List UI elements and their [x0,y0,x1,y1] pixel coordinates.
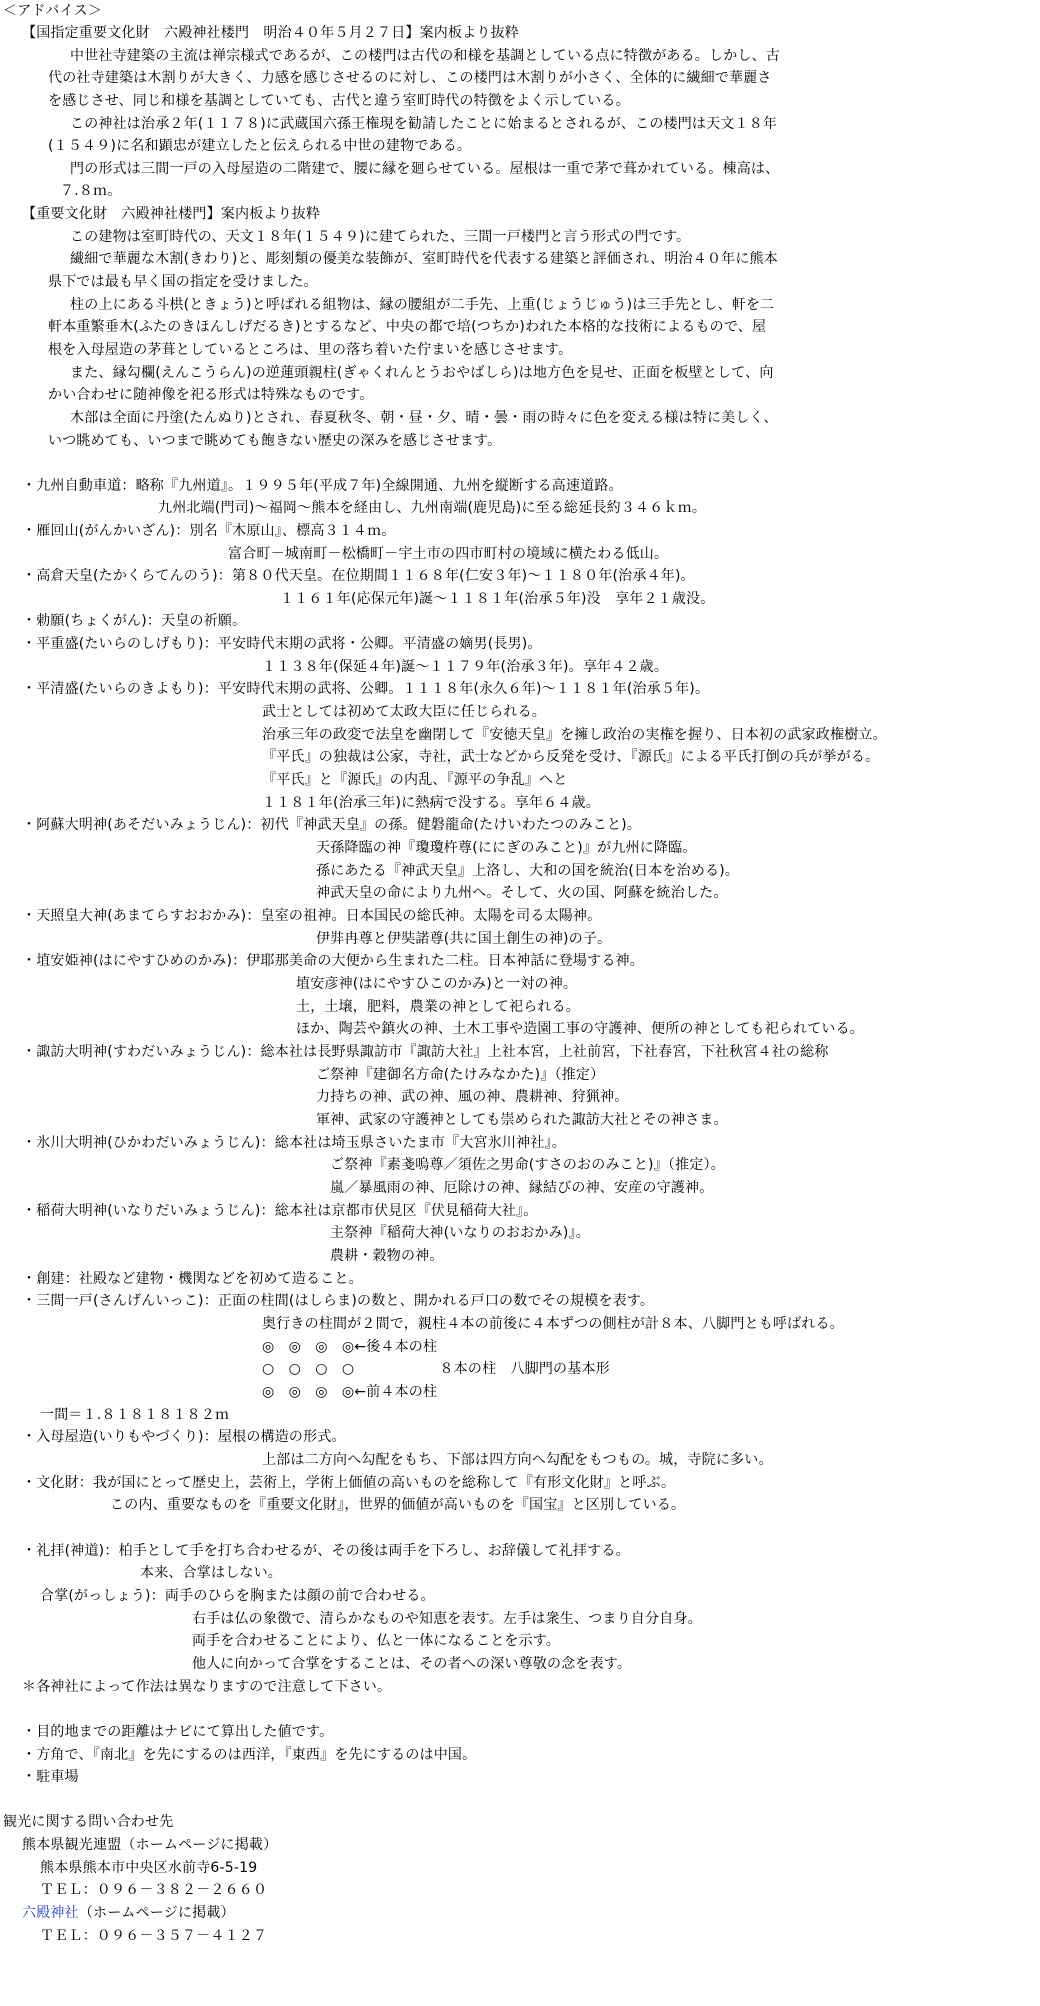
text-line: ・駐車場 [22,1769,79,1785]
text-line: 両手を合わせることにより、仏と一体になることを示す。 [192,1633,561,1649]
text-line: 軍神、武家の守護神としても崇められた諏訪大社とその神さま。 [316,1112,728,1128]
text-line: ・三間一戸(さんげんいっこ)：正面の柱間(はしらま)の数と、開かれる戸口の数でその規模を表す。 [22,1293,655,1309]
text-line: １１６１年(応保元年)誕～１１８１年(治承５年)没 享年２１歳没。 [280,591,715,607]
text-line: ・雁回山(がんかいざん)：別名『木原山』、標高３１４ｍ。 [22,523,396,539]
text-line: を感じさせ、同じ和様を基調としていても、古代と違う室町時代の特徴をよく示している。 [48,93,630,109]
text-line: 根を入母屋造の茅葺としているところは、里の落ち着いた佇まいを感じさせます。 [48,342,573,358]
text-line: 上部は二方向へ勾配をもち、下部は四方向へ勾配をもつもの。城，寺院に多い。 [262,1452,773,1468]
text-line: １１３８年(保延４年)誕～１１７９年(治承３年)。享年４２歳。 [262,659,669,675]
text-line: ◎ ◎ ◎ ◎←前４本の柱 [262,1384,438,1400]
text-line: 繊細で華麗な木割(きわり)と、彫刻類の優美な装飾が、室町時代を代表する建築と評価され、明治４０年に熊本 [70,251,778,267]
text-line: ほか、陶芸や鎮火の神、土木工事や造園工事の守護神、便所の神としても祀られている。 [296,1021,864,1037]
text-line: ◎ ◎ ◎ ◎←後４本の柱 [262,1339,438,1355]
text-line: 門の形式は三間一戸の入母屋造の二階建で、腰に縁を廻らせている。屋根は一重で茅で葺かれている。棟高は、 [70,161,780,177]
text-line: 木部は全面に丹塗(たんぬり)とされ、春夏秋冬、朝・昼・夕、晴・曇・雨の時々に色を変える様は特に美しく、 [70,410,778,426]
text-line: 伊弉冉尊と伊奘諾尊(共に国土創生の神)の子。 [316,931,612,947]
text-line: ＴＥＬ：０９６－３５７－４１２７ [40,1928,268,1944]
text-line: 農耕・穀物の神。 [330,1248,444,1264]
text-line: ・天照皇大神(あまてらすおおかみ)：皇室の祖神。日本国民の総氏神。太陽を司る太陽神。 [22,908,602,924]
text-line: 代の社寺建築は木割りが大きく、力感を感じさせるのに対し、この楼門は木割りが小さく、全体的に繊細で華麗さ [48,70,772,86]
shrine-link-note: （ホームページに掲載） [78,1905,235,1921]
text-line: ○ ○ ○ ○ ８本の柱 八脚門の基本形 [262,1361,610,1377]
text-line: 力持ちの神、武の神、風の神、農耕神、狩猟神。 [316,1089,629,1105]
text-line: 県下では最も早く国の指定を受けました。 [48,274,318,290]
text-line: かい合わせに随神像を祀る形式は特殊なものです。 [48,387,374,403]
text-line [22,1904,235,1922]
text-line: ・阿蘇大明神(あそだいみょうじん)：初代『神武天皇』の孫。健磐龍命(たけいわたつのみこと)。 [22,817,642,833]
text-line: 一間＝１.８１８１８１８２ｍ [40,1407,230,1423]
text-line: ・創建：社殿など建物・機関などを初めて造ること。 [22,1271,363,1287]
text-line: 奥行きの柱間が２間で，親柱４本の前後に４本ずつの側柱が計８本、八脚門とも呼ばれる。 [262,1316,844,1332]
text-line: １１８１年(治承三年)に熱病で没する。享年６４歳。 [262,795,600,811]
text-line: ・礼拝(神道)：柏手として手を打ち合わせるが、その後は両手を下ろし、お辞儀して礼拝する。 [22,1543,630,1559]
text-line: (１５４９)に名和顕忠が建立したと伝えられる中世の建物である。 [48,138,472,154]
text-line: 【重要文化財 六殿神社楼門】案内板より抜粋 [22,206,321,222]
text-line: また、縁勾欄(えんこうらん)の逆蓮頭親柱(ぎゃくれんとうおやばしら)は地方色を見せ、正面を板壁として、向 [70,365,774,381]
text-line: 富合町－城南町－松橋町－宇土市の四市町村の境域に横たわる低山。 [228,546,669,562]
text-line: 埴安彦神(はにやすひこのかみ)と一対の神。 [296,976,578,992]
text-line: 治承三年の政変で法皇を幽閉して『安徳天皇』を擁し政治の実権を握り、日本初の武家政権樹立。 [262,727,887,743]
text-line: 【国指定重要文化財 六殿神社楼門 明治４０年５月２７日】案内板より抜粋 [22,25,519,41]
text-line: ・諏訪大明神(すわだいみょうじん)：総本社は長野県諏訪市『諏訪大社』上社本宮，上社前宮，下社春宮，下社秋宮４社の総称 [22,1044,829,1060]
text-line: 主祭神『稲荷大神(いなりのおおかみ)』。 [330,1225,590,1241]
text-line: 九州北端(門司)～福岡～熊本を経由し、九州南端(鹿児島)に至る総延長約３４６ｋｍ。 [158,500,707,516]
text-line: ・稲荷大明神(いなりだいみょうじん)：総本社は京都市伏見区『伏見稲荷大社』。 [22,1203,538,1219]
text-line: 土，土壌，肥料，農業の神として祀られる。 [296,999,580,1015]
text-line: ・勅願(ちょくがん)：天皇の祈願。 [22,613,247,629]
text-line: ・目的地までの距離はナビにて算出した値です。 [22,1724,334,1740]
text-line: 軒本重繁垂木(ふたのきほんしげだるき)とするなど、中央の都で培(つちか)われた本格的な技術によるもので、屋 [48,319,767,335]
text-line: 中世社寺建築の主流は禅宗様式であるが、この楼門は古代の和様を基調としている点に特徴がある。しかし、古 [70,48,780,64]
text-line: いつ眺めても、いつまで眺めても飽きない歴史の深みを感じさせます。 [48,433,502,449]
text-line: ・文化財：我が国にとって歴史上，芸術上，学術上価値の高いものを総称して『有形文化財』と呼ぶ。 [22,1475,676,1491]
text-line: この神社は治承２年(１１７８)に武蔵国六孫王権現を勧請したことに始まるとされるが、この楼門は天文１８年 [70,116,778,132]
text-line: ＊各神社によって作法は異なりますので注意して下さい。 [22,1679,392,1695]
text-line: 右手は仏の象徴で、清らかなものや知恵を表す。左手は衆生、つまり自分自身。 [192,1611,702,1627]
text-line: ・九州自動車道：略称『九州道』。１９９５年(平成７年)全線開通、九州を縦断する高速道路。 [22,478,623,494]
text-line: ご祭神『建御名方命(たけみなかた)』（推定） [316,1067,605,1083]
text-line: 孫にあたる『神武天皇』上洛し、大和の国を統治(日本を治める)。 [316,863,740,879]
text-line: 観光に関する問い合わせ先 [3,1814,174,1830]
text-line: この内、重要なものを『重要文化財』，世界的価値が高いものを『国宝』と区別している。 [110,1497,686,1513]
text-line: 熊本県観光連盟（ホームページに掲載） [22,1837,278,1853]
text-line: ・方角で、『南北』を先にするのは西洋，『東西』を先にするのは中国。 [22,1747,477,1763]
text-line: 本来、合掌はしない。 [140,1565,282,1581]
text-line: ＴＥＬ：０９６－３８２－２６６０ [40,1882,268,1898]
text-line: ・高倉天皇(たかくらてんのう)：第８０代天皇。在位期間１１６８年(仁安３年)～１１８０年(治承４年)。 [22,568,695,584]
text-line: 熊本県熊本市中央区水前寺6-5-19 [40,1860,258,1876]
text-line: ・入母屋造(いりもやづくり)：屋根の構造の形式。 [22,1429,346,1445]
text-line: この建物は室町時代の、天文１８年(１５４９)に建てられた、三間一戸楼門と言う形式の門です。 [70,229,691,245]
text-line: 武士としては初めて太政大臣に任じられる。 [262,704,546,720]
text-line: 合掌(がっしょう)：両手のひらを胸または顔の前で合わせる。 [40,1588,435,1604]
text-line: ・氷川大明神(ひかわだいみょうじん)：総本社は埼玉県さいたま市『大宮氷川神社』。 [22,1135,566,1151]
text-line: ７.８ｍ。 [60,183,122,199]
text-line: 他人に向かって合掌をすることは、その者への深い尊敬の念を表す。 [192,1656,632,1672]
text-line: 『平氏』の独裁は公家，寺社，武士などから反発を受け、『源氏』による平氏打倒の兵が挙がる。 [262,749,880,765]
text-line: ・埴安姫神(はにやすひめのかみ)：伊耶那美命の大便から生まれた二柱。日本神話に登場する神。 [22,953,644,969]
text-line: 柱の上にある斗栱(ときょう)と呼ばれる組物は、縁の腰組が二手先、上重(じょうじゅう)は三手先とし、軒を二 [70,297,775,313]
text-line: 神武天皇の命により九州へ。そして、火の国、阿蘇を統治した。 [316,885,728,901]
text-line: ・平重盛(たいらのしげもり)：平安時代末期の武将・公卿。平清盛の嫡男(長男)。 [22,636,542,652]
text-line: 天孫降臨の神『瓊瓊杵尊(ににぎのみこと)』が九州に降臨。 [316,840,697,856]
text-line: ＜アドバイス＞ [3,3,102,19]
text-line: 『平氏』と『源氏』の内乱、『源平の争乱』へと [262,772,568,788]
shrine-link[interactable]: 六殿神社 [22,1905,79,1921]
text-line: 嵐／暴風雨の神、厄除けの神、縁結びの神、安産の守護神。 [330,1180,714,1196]
text-line: ・平清盛(たいらのきよもり)：平安時代末期の武将、公卿。１１１８年(永久６年)～１１８１年(治承５年)。 [22,681,710,697]
text-line: ご祭神『素戔嗚尊／須佐之男命(すさのおのみこと)』（推定）。 [330,1157,725,1173]
